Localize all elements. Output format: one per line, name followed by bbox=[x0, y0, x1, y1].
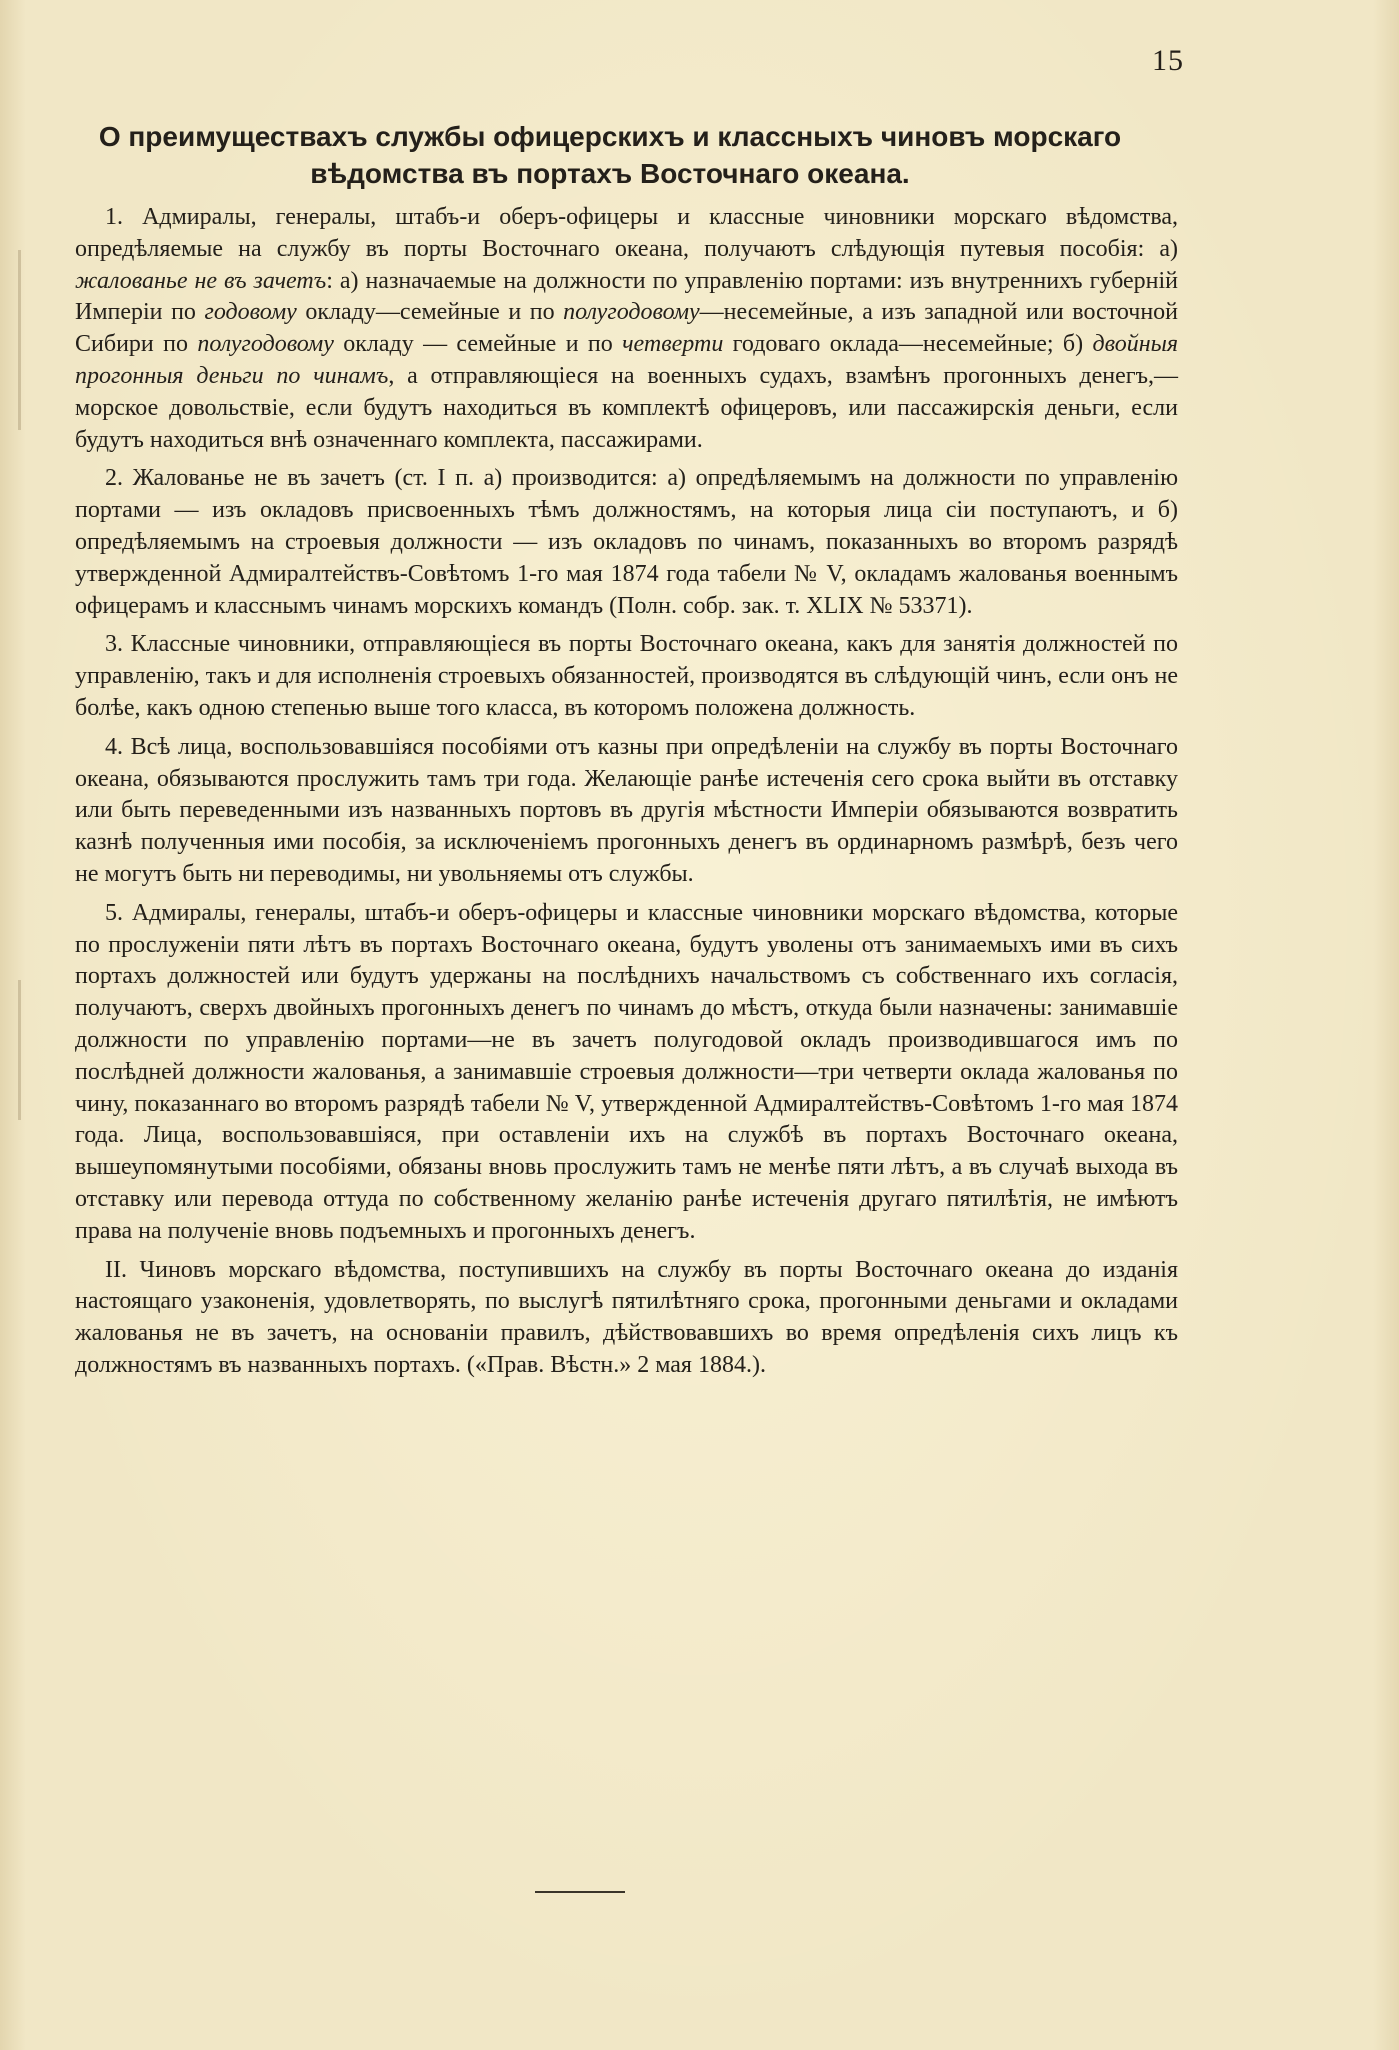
italic-emphasis: полугодовому bbox=[563, 299, 700, 326]
italic-emphasis: годовому bbox=[204, 299, 297, 326]
paragraph-text: , а отправляющіеся на военныхъ судахъ, взамѣнъ прогонныхъ денегъ,—морское довольствіе, если будутъ находиться въ комплектѣ офицеровъ, или пассажирскія деньги, если будутъ находиться внѣ означеннаго комплекта, пассажирами. bbox=[75, 362, 1179, 453]
paragraph-text: годоваго оклада—несемейные; б) bbox=[723, 331, 1093, 358]
paragraph-text: 5. Адмиралы, генералы, штабъ-и оберъ-офицеры и классные чиновники морскаго вѣдомства, которые по прослуженіи пяти лѣтъ въ портахъ Восточнаго океана, будутъ уволены отъ занимаемыхъ ими въ сихъ портахъ должностей или будутъ удержаны на послѣднихъ начальствомъ съ собственнаго ихъ согласія, получаютъ, сверхъ двойныхъ прогонныхъ денегъ по чинамъ до мѣстъ, откуда были назначены: занимавшіе должности по управленію портами—не въ зачетъ полугодовой окладъ производившагося имъ по послѣдней должности жалованья, а занимавшіе строевыя должности—три четверти оклада жалованья по чину, показаннаго во второмъ разрядѣ табели № V, утвержденной Адмиралтействъ-Совѣтомъ 1-го мая 1874 года. Лица, воспользовавшіяся, при оставленіи ихъ на службѣ въ портахъ Восточнаго океана, вышеупомянутыми пособіями, обязаны вновь прослужить тамъ не менѣе пяти лѣтъ, а въ случаѣ выхода въ отставку или перевода оттуда по собственному желанію ранѣе истеченія другаго пятилѣтія, не имѣютъ права на полученіе вновь подъемныхъ и прогонныхъ денегъ. bbox=[75, 899, 1178, 1244]
paragraph-2 bbox=[75, 463, 1178, 622]
paragraph-3 bbox=[75, 629, 1178, 724]
italic-emphasis: четверти bbox=[622, 331, 724, 358]
page-title-line: вѣдомства въ портахъ Восточнаго океана. bbox=[310, 158, 910, 189]
paragraph-text: окладу — семейные и по bbox=[333, 331, 623, 358]
paragraph-text: 2. Жалованье не въ зачетъ (ст. I п. а) производится: а) опредѣляемымъ на должности по управленію портами — изъ окладовъ присвоенныхъ тѣмъ должностямъ, на которыя лица сіи поступаютъ, и б) опредѣляемымъ на строевыя должности — изъ окладовъ по чинамъ, показанныхъ во второмъ разрядѣ утвержденной Адмиралтействъ-Совѣтомъ 1-го мая 1874 года табели № V, окладамъ жалованья военнымъ офицерамъ и класснымъ чинамъ морскихъ командъ (Полн. собр. зак. т. XLIX № 53371). bbox=[75, 465, 1178, 619]
paragraph-text: 1. Адмиралы, генералы, штабъ-и оберъ-офицеры и классные чиновники морскаго вѣдомства, опредѣляемые на службу въ порты Восточнаго океана, получаютъ слѣдующія путевыя пособія: а) bbox=[75, 204, 1178, 262]
paragraph-text: II. Чиновъ морскаго вѣдомства, поступившихъ на службу въ порты Восточнаго океана до изданія настоящаго узаконенія, удовлетворять, по выслугѣ пятилѣтняго срока, прогонными деньгами и окладами жалованья не въ зачетъ, на основаніи правилъ, дѣйствовавшихъ во время опредѣленія сихъ лицъ къ должностямъ въ названныхъ портахъ. («Прав. Вѣстн.» 2 мая 1884.). bbox=[75, 1256, 1178, 1378]
page-number: 15 bbox=[1152, 44, 1184, 77]
paragraph-1 bbox=[75, 202, 1178, 456]
end-divider bbox=[535, 1891, 625, 1893]
paragraph-text: окладу—семейные и по bbox=[296, 299, 564, 326]
page-title-line: О преимуществахъ службы офицерскихъ и классныхъ чиновъ морскаго bbox=[98, 121, 1122, 152]
paragraph-6 bbox=[75, 1255, 1178, 1382]
italic-emphasis: полугодовому bbox=[197, 331, 334, 358]
paragraph-text: : а) назначаемые на должности по управленію портами: изъ внутреннихъ губерній Имперіи по bbox=[75, 267, 1178, 326]
page-edge-shadow bbox=[18, 980, 21, 1120]
paragraph-text: —несемейные, а изъ западной или восточной Сибири по bbox=[75, 299, 1179, 358]
paragraph-text: 3. Классные чиновники, отправляющіеся въ порты Восточнаго океана, какъ для занятія должностей по управленію, такъ и для исполненія строевыхъ обязанностей, производятся въ слѣдующій чинъ, если онъ не болѣе, какъ одною степенью выше того класса, въ которомъ положена должность. bbox=[75, 631, 1178, 721]
paragraph-5 bbox=[75, 898, 1178, 1248]
italic-emphasis: двойныя прогонныя деньги по чинамъ bbox=[75, 331, 1179, 389]
document-body bbox=[75, 202, 1178, 1389]
italic-emphasis: жалованье не въ зачетъ bbox=[75, 267, 327, 294]
page-title bbox=[30, 118, 1190, 192]
page-edge-shadow bbox=[18, 250, 21, 430]
paragraph-text: 4. Всѣ лица, воспользовавшіяся пособіями отъ казны при опредѣленіи на службу въ порты Восточнаго океана, обязываются прослужить тамъ три года. Желающіе ранѣе истеченія сего срока выйти въ отставку или быть переведенными изъ названныхъ портовъ въ другія мѣстности Имперіи обязываются возвратить казнѣ полученныя ими пособія, за исключеніемъ прогонныхъ денегъ въ ординарномъ размѣрѣ, безъ чего не могутъ быть ни переводимы, ни увольняемы отъ службы. bbox=[75, 733, 1178, 887]
paragraph-4 bbox=[75, 732, 1178, 891]
